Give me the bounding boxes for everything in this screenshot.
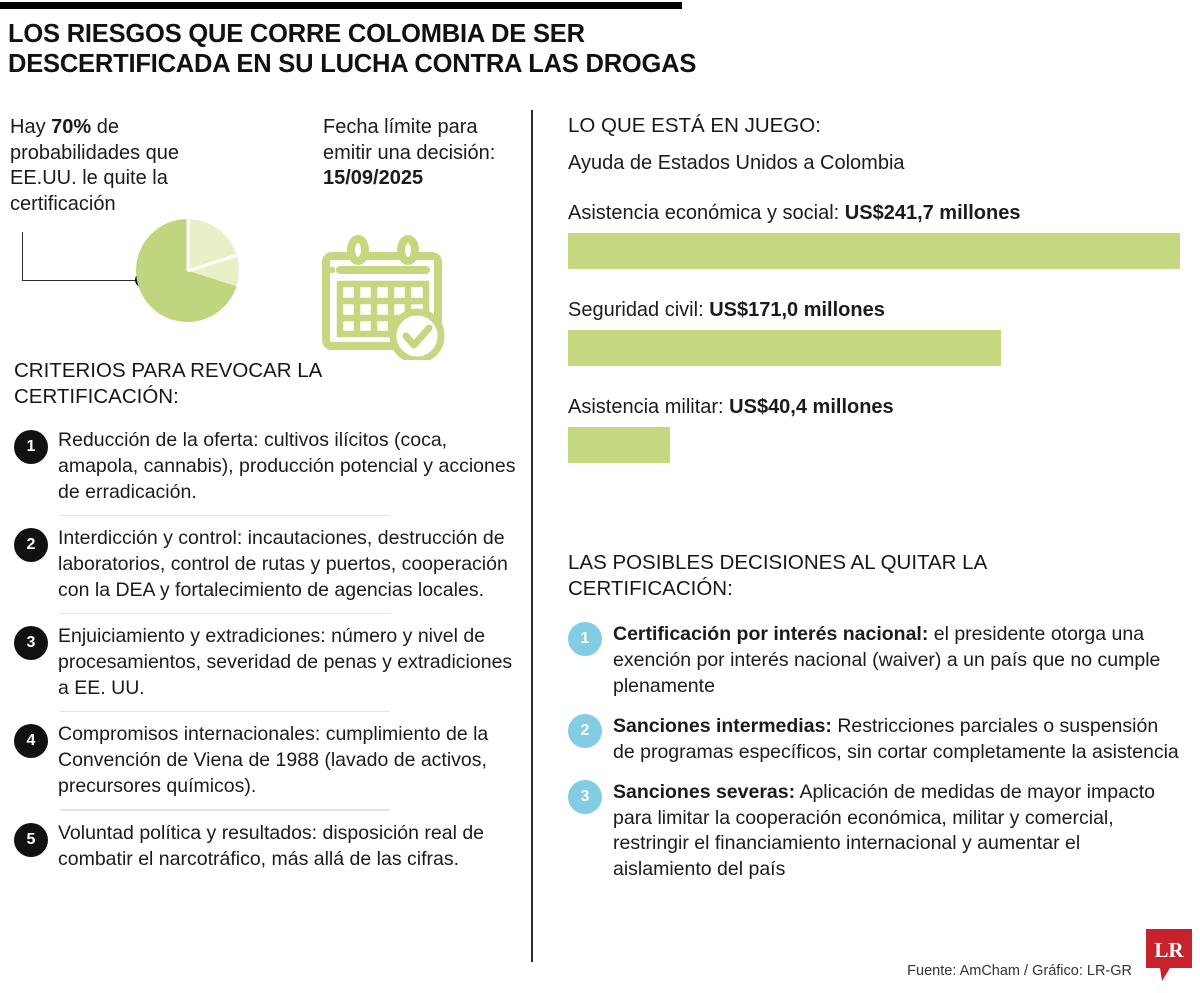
list-item <box>14 624 519 702</box>
list-item-lead: Sanciones severas: <box>613 780 796 803</box>
criteria-title: CRITERIOS PARA REVOCAR LA CERTIFICACIÓN: <box>14 359 322 408</box>
list-separator <box>60 809 390 810</box>
leader-line-horizontal <box>22 280 142 281</box>
bar-label <box>568 202 1188 225</box>
list-item-text: Interdicción y control: incautaciones, destrucción de laboratorios, control de rutas y puertos, cooperación con la DEA y fortalecimiento de agencias locales. <box>58 527 508 601</box>
list-item-lead: Certificación por interés nacional: <box>613 623 929 645</box>
list-number-badge: 2 <box>14 528 48 562</box>
list-item-text <box>613 780 1183 884</box>
list-separator <box>60 515 390 516</box>
bar-fill <box>568 427 670 463</box>
list-item <box>14 428 519 506</box>
bar-group <box>568 202 1188 269</box>
decisions-list <box>568 622 1183 897</box>
list-separator <box>60 711 390 712</box>
deadline-caption <box>323 115 523 192</box>
list-item-text: Compromisos internacionales: cumplimiento de la Convención de Viena de 1988 (lavado de activos, precursores químicos). <box>58 723 489 798</box>
probability-prefix: Hay <box>10 116 52 138</box>
bar-label <box>568 396 1188 419</box>
bar-fill <box>568 330 1001 366</box>
probability-caption <box>10 115 240 217</box>
list-number-badge: 3 <box>14 626 48 660</box>
stake-title: LO QUE ESTÁ EN JUEGO: <box>568 114 821 137</box>
bar-group <box>568 299 1188 366</box>
bar-value: US$171,0 millones <box>709 299 885 321</box>
list-item-text: Reducción de la oferta: cultivos ilícitos (coca, amapola, cannabis), producción potencial y acciones de erradicación. <box>58 429 516 503</box>
bar-group <box>568 396 1188 463</box>
calendar-icon <box>318 232 446 360</box>
lr-logo-text: LR <box>1154 938 1184 962</box>
list-item <box>568 622 1183 700</box>
bar-category: Asistencia económica y social: <box>568 202 845 224</box>
decisions-title: LAS POSIBLES DECISIONES AL QUITAR LA CERTIFICACIÓN: <box>568 551 987 600</box>
list-number-badge: 2 <box>568 714 602 748</box>
bar-label <box>568 299 1188 322</box>
list-number-badge: 1 <box>568 622 602 656</box>
probability-pie-chart <box>136 219 239 322</box>
list-number-badge: 3 <box>568 780 602 814</box>
pie-slice-gap <box>187 253 237 272</box>
pie-slice-gap <box>186 219 189 271</box>
list-item-text <box>613 622 1183 700</box>
lr-logo-icon <box>1146 929 1192 981</box>
list-number-badge: 1 <box>14 430 48 464</box>
list-item-body: Aplicación de medidas de mayor impacto para limitar la cooperación económica, militar y comercial, restringir el financiamiento internacional y aumentar el aislamiento del país <box>613 780 1155 881</box>
bar-category: Asistencia militar: <box>568 396 730 418</box>
criteria-list <box>14 428 519 872</box>
probability-value: 70% <box>51 116 92 138</box>
list-item-text: Voluntad política y resultados: disposición real de combatir el narcotráfico, más allá de las cifras. <box>58 821 485 870</box>
list-item <box>568 780 1183 884</box>
deadline-label: Fecha límite para emitir una decisión: <box>323 116 496 164</box>
bar-value: US$40,4 millones <box>729 396 894 418</box>
list-separator <box>60 613 390 614</box>
page-title: LOS RIESGOS QUE CORRE COLOMBIA DE SER DESCERTIFICADA EN SU LUCHA CONTRA LAS DROGAS <box>8 20 697 78</box>
list-item-body: Restricciones parciales o suspensión de programas específicos, sin cortar completamente la asistencia <box>613 714 1179 763</box>
bar-value: US$241,7 millones <box>844 202 1021 224</box>
probability-suffix: de probabilidades que EE.UU. le quite la certificación <box>10 116 180 215</box>
column-divider <box>531 110 533 962</box>
bar-category: Seguridad civil: <box>568 299 710 321</box>
list-item <box>14 821 519 873</box>
deadline-date: 15/09/2025 <box>323 167 424 190</box>
stake-subtitle: Ayuda de Estados Unidos a Colombia <box>568 152 905 174</box>
list-number-badge: 5 <box>14 823 48 857</box>
leader-line-vertical <box>22 232 23 281</box>
list-item-body: el presidente otorga una exención por interés nacional (waiver) a un país que no cumple plenamente <box>613 623 1161 697</box>
list-number-badge: 4 <box>14 724 48 758</box>
source-note: Fuente: AmCham / Gráfico: LR-GR <box>907 963 1132 979</box>
top-rule-decoration <box>0 2 682 9</box>
list-item-text <box>613 714 1183 766</box>
aid-bar-chart <box>568 202 1188 493</box>
list-item <box>568 714 1183 766</box>
bar-fill <box>568 233 1180 269</box>
list-item <box>14 526 519 604</box>
list-item <box>14 722 519 800</box>
list-item-text: Enjuiciamiento y extradiciones: número y nivel de procesamientos, severidad de penas y extradiciones a EE. UU. <box>58 625 513 700</box>
list-item-lead: Sanciones intermedias: <box>613 714 832 737</box>
